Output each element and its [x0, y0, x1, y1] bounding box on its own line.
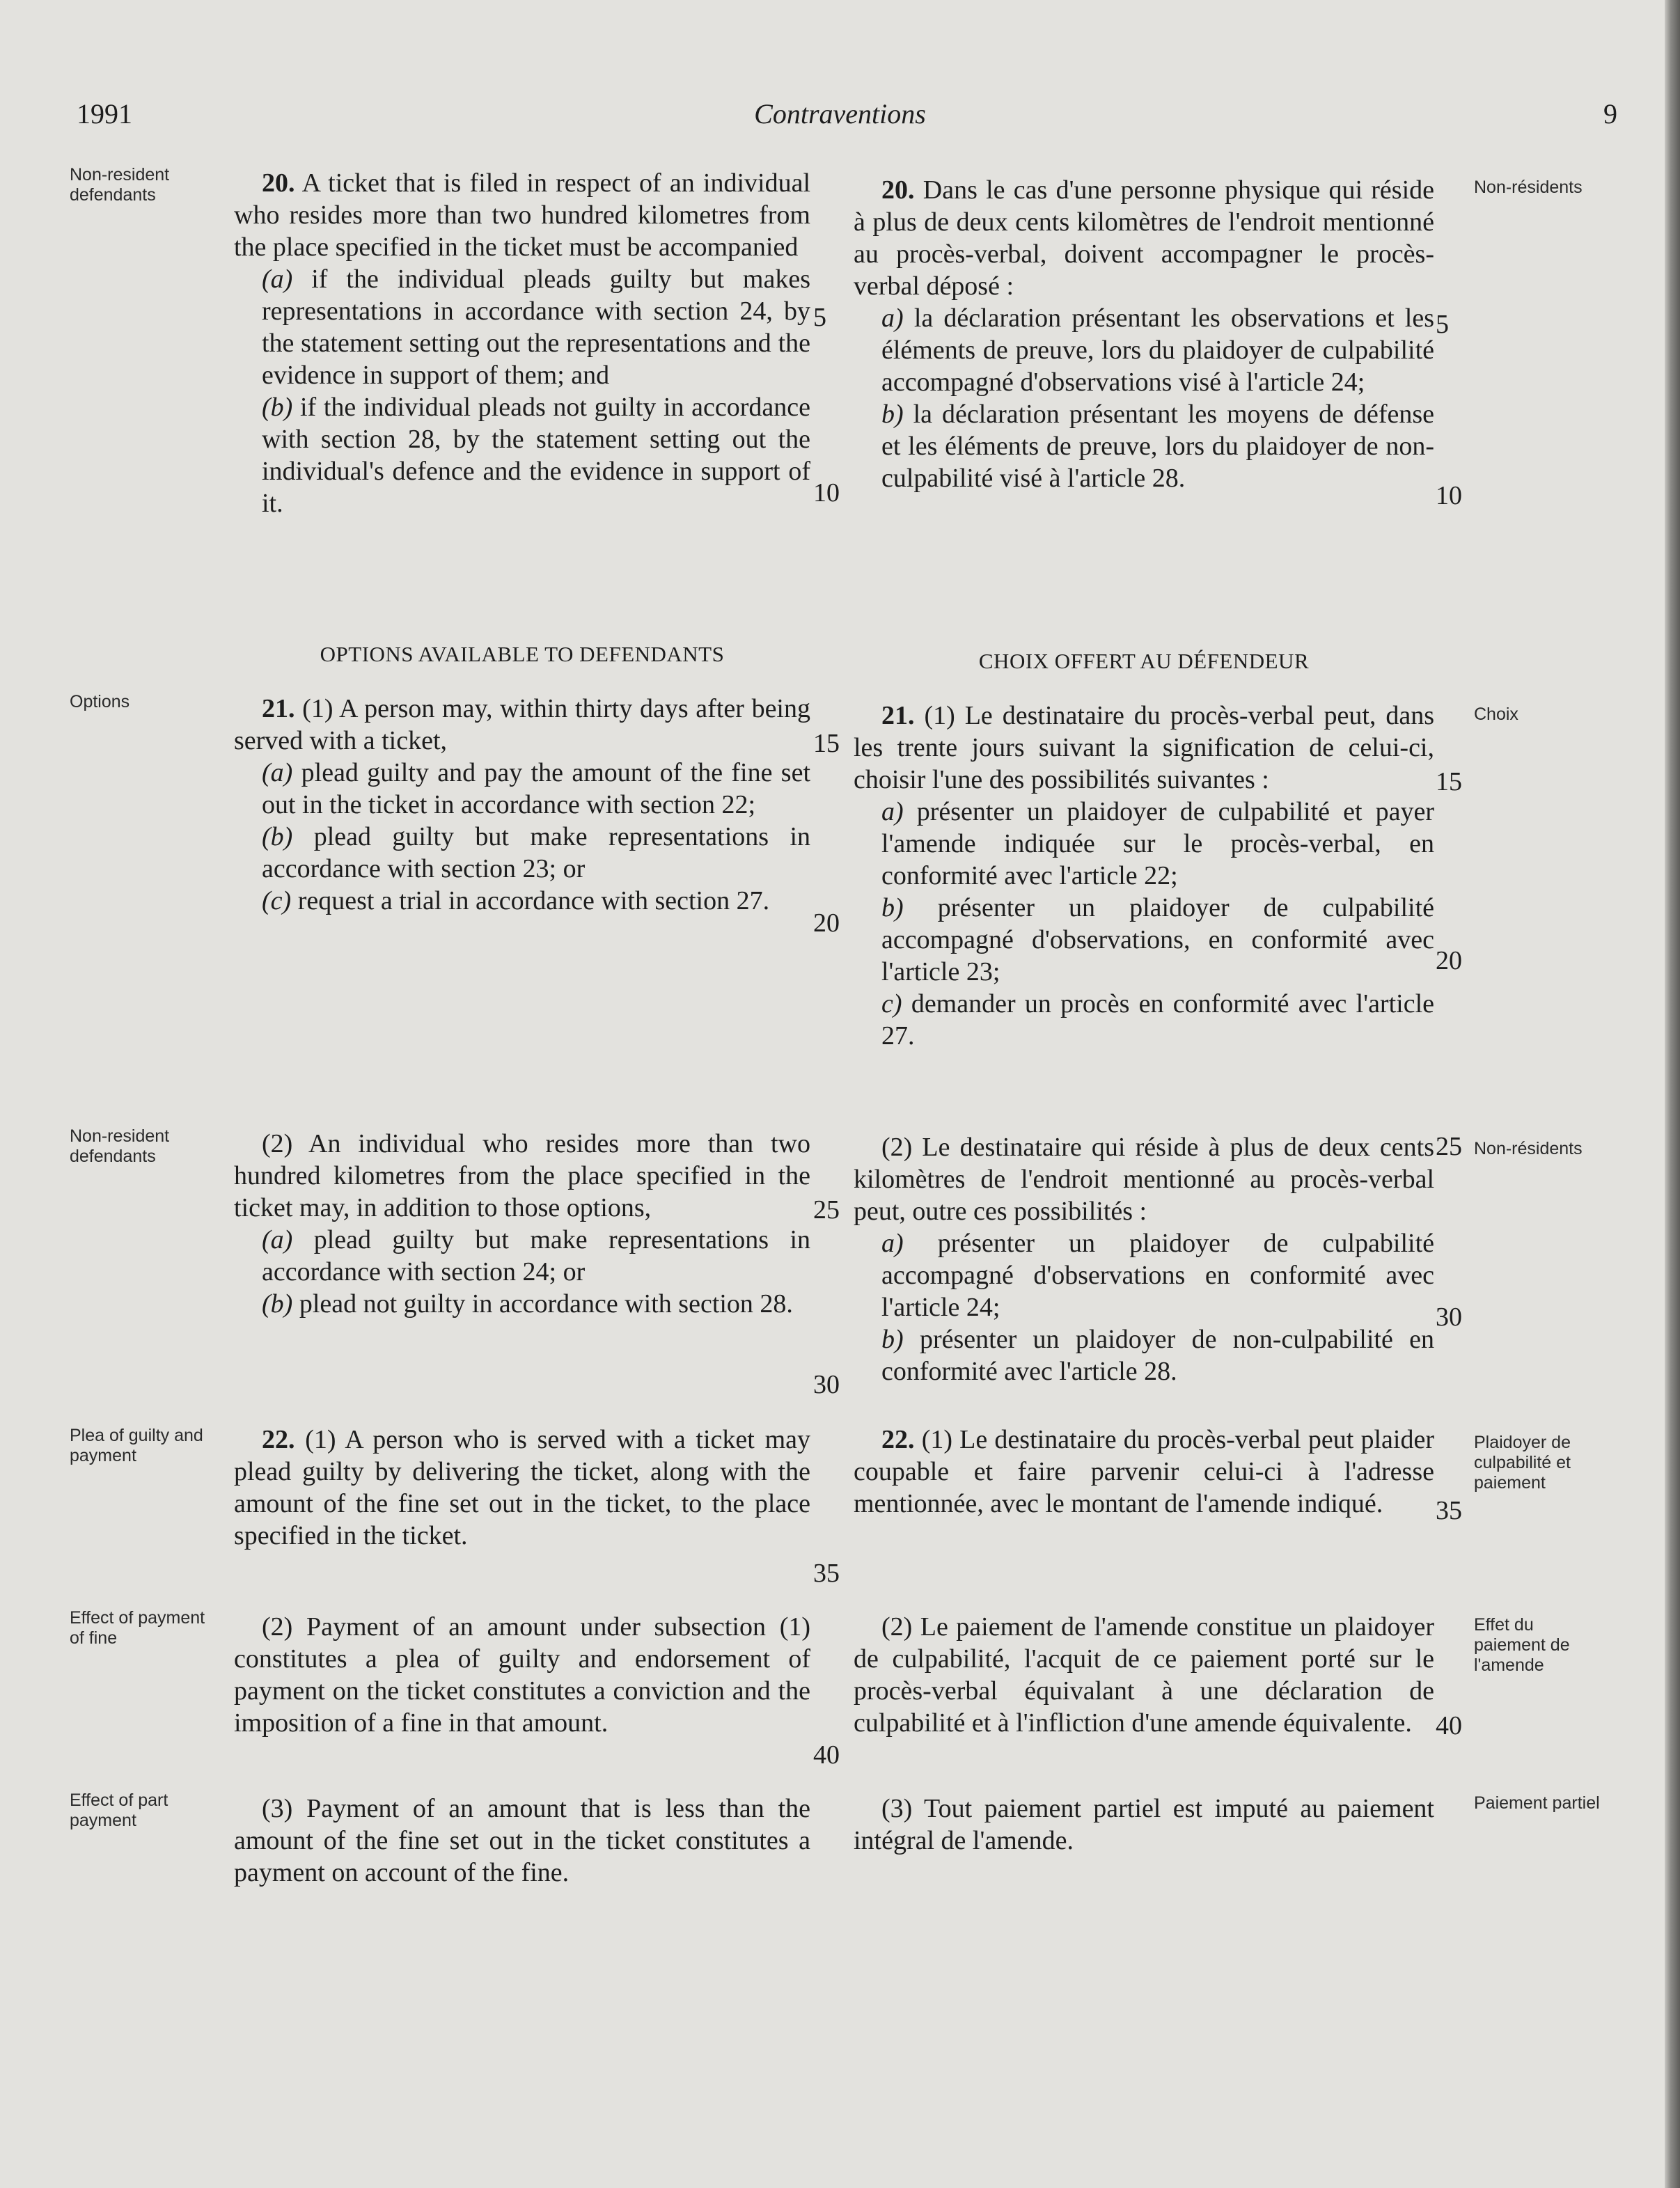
- page-edge-shadow: [1665, 0, 1680, 2188]
- en-s21c-text: request a trial in accordance with section 27.: [297, 886, 770, 915]
- en-s20-number: 20.: [262, 168, 295, 198]
- fr-section-22-3: [854, 1793, 1434, 1857]
- line-number-en: 5: [813, 303, 826, 332]
- en-s21-2-text: (2) An individual who resides more than two hundred kilometres from the place specified in the ticket may, in addition to those options,: [234, 1129, 810, 1222]
- en-s21-2b-text: plead not guilty in accordance with section 28.: [299, 1289, 793, 1319]
- line-number-fr: 40: [1436, 1711, 1462, 1740]
- fr-s22-text: (1) Le destinataire du procès-verbal peut plaider coupable et faire parvenir celui-ci à l'adresse mentionnée, avec le montant de l'amende indiqué.: [854, 1425, 1434, 1518]
- fr-s20b-label: b): [881, 400, 904, 429]
- line-number-fr: 25: [1436, 1132, 1462, 1161]
- margin-note-fr-s22-2: Effet du paiement de l'amende: [1474, 1615, 1570, 1675]
- en-s21-number: 21.: [262, 694, 295, 723]
- fr-s22-number: 22.: [881, 1425, 915, 1454]
- fr-section-20: [854, 174, 1434, 494]
- line-number-en: 25: [813, 1195, 840, 1225]
- line-number-fr: 35: [1436, 1496, 1462, 1525]
- en-s20b-text: if the individual pleads not guilty in accordance with section 28, by the statement setting out the individual's defence and the evidence in support of it.: [262, 393, 810, 518]
- en-heading-options: OPTIONS AVAILABLE TO DEFENDANTS: [320, 642, 725, 666]
- fr-section-22-2: [854, 1611, 1434, 1739]
- margin-note-en-s22-2: Effect of payment of fine: [70, 1608, 205, 1648]
- fr-s20-text: Dans le cas d'une personne physique qui réside à plus de deux cents kilomètres de l'endroit mentionné au procès-verbal, doivent accompagner le procès-verbal déposé :: [854, 175, 1435, 301]
- line-number-en: 20: [813, 908, 840, 938]
- line-number-en: 15: [813, 729, 840, 758]
- fr-s21a-text: présenter un plaidoyer de culpabilité et payer l'amende indiquée sur le procès-verbal, en conformité avec l'article 22;: [881, 797, 1434, 890]
- header-title: Contraventions: [754, 98, 926, 129]
- fr-s21-number: 21.: [881, 701, 915, 730]
- en-s22-text: (1) A person who is served with a ticket may plead guilty by delivering the ticket, along with the amount of the fine set out in the ticket, to the place specified in the ticket.: [234, 1425, 810, 1550]
- en-s21-2b-label: (b): [262, 1289, 293, 1319]
- en-s20a-label: (a): [262, 265, 293, 294]
- fr-s20-number: 20.: [881, 175, 915, 205]
- margin-note-en-s20: Non-resident defendants: [70, 165, 170, 205]
- fr-heading-choix: CHOIX OFFERT AU DÉFENDEUR: [978, 649, 1310, 673]
- en-s22-number: 22.: [262, 1425, 295, 1454]
- margin-note-en-s22-1: Plea of guilty and payment: [70, 1426, 203, 1465]
- margin-note-en-s21-2: Non-resident defendants: [70, 1126, 170, 1166]
- en-s20b-label: (b): [262, 393, 293, 422]
- margin-note-en-s22-3: Effect of part payment: [70, 1790, 168, 1830]
- en-s21-2a-label: (a): [262, 1225, 293, 1254]
- fr-s21a-label: a): [881, 797, 904, 826]
- line-number-en: 35: [813, 1559, 840, 1588]
- fr-s21c-label: c): [881, 989, 902, 1018]
- en-section-21-1: [234, 693, 810, 917]
- margin-note-en-s21-1: Options: [70, 692, 130, 711]
- line-number-fr: 5: [1436, 310, 1449, 339]
- en-section-22-1: [234, 1424, 810, 1552]
- header-year: 1991: [77, 98, 132, 129]
- fr-s21c-text: demander un procès en conformité avec l'article 27.: [881, 989, 1434, 1050]
- en-s21a-text: plead guilty and pay the amount of the fine set out in the ticket in accordance with section 22;: [262, 758, 811, 819]
- fr-s20a-text: la déclaration présentant les observations et les éléments de preuve, lors du plaidoyer de culpabilité accompagné d'observations visé à l'article 24;: [881, 304, 1434, 397]
- en-section-20: [234, 167, 810, 519]
- en-s22-2-text: (2) Payment of an amount under subsection (1) constitutes a plea of guilty and endorsement of payment on the ticket constitutes a conviction and the imposition of a fine in that amount.: [234, 1612, 810, 1738]
- margin-note-fr-s22-1: Plaidoyer de culpabilité et paiement: [1474, 1433, 1571, 1493]
- en-s21-2a-text: plead guilty but make representations in accordance with section 24; or: [262, 1225, 811, 1286]
- fr-s21-2b-text: présenter un plaidoyer de non-culpabilité en conformité avec l'article 28.: [881, 1325, 1435, 1386]
- en-s21-text: (1) A person may, within thirty days after being served with a ticket,: [234, 694, 810, 755]
- fr-s21b-text: présenter un plaidoyer de culpabilité accompagné d'observations, en conformité avec l'article 23;: [881, 893, 1435, 986]
- line-number-fr: 10: [1436, 481, 1462, 510]
- line-number-fr: 30: [1436, 1302, 1462, 1332]
- fr-s21-2b-label: b): [881, 1325, 904, 1354]
- en-s21c-label: (c): [262, 886, 292, 915]
- en-section-21-2: [234, 1128, 810, 1320]
- en-s21b-label: (b): [262, 822, 293, 851]
- margin-note-fr-s22-3: Paiement partiel: [1474, 1793, 1600, 1813]
- line-number-en: 30: [813, 1370, 840, 1399]
- fr-section-21-1: [854, 700, 1434, 1052]
- fr-s21-2a-label: a): [881, 1229, 904, 1258]
- fr-s21-text: (1) Le destinataire du procès-verbal peut, dans les trente jours suivant la signification de celui-ci, choisir l'une des possibilités suivantes :: [854, 701, 1434, 794]
- en-s20a-text: if the individual pleads guilty but makes representations in accordance with section 24, by the statement setting out the representations and the evidence in support of them; and: [262, 265, 810, 390]
- fr-s21-2-text: (2) Le destinataire qui réside à plus de deux cents kilomètres de l'endroit mentionné au procès-verbal peut, outre ces possibilités :: [854, 1133, 1434, 1226]
- fr-section-22-1: [854, 1424, 1434, 1520]
- line-number-en: 40: [813, 1740, 840, 1770]
- fr-section-21-2: [854, 1131, 1434, 1387]
- margin-note-fr-s20: Non-résidents: [1474, 178, 1583, 197]
- margin-note-fr-s21-1: Choix: [1474, 705, 1518, 724]
- en-section-22-2: [234, 1611, 810, 1739]
- fr-s20a-label: a): [881, 304, 904, 333]
- fr-s22-2-text: (2) Le paiement de l'amende constitue un plaidoyer de culpabilité, l'acquit de ce paiement porté sur le procès-verbal équivalant à une déclaration de culpabilité et à l'infliction d'une amende équivalente.: [854, 1612, 1434, 1738]
- line-number-en: 10: [813, 478, 840, 507]
- en-s20-text: A ticket that is filed in respect of an individual who resides more than two hundred kilometres from the place specified in the ticket must be accompanied: [234, 168, 810, 262]
- fr-s22-3-text: (3) Tout paiement partiel est imputé au paiement intégral de l'amende.: [854, 1794, 1434, 1855]
- fr-s20b-text: la déclaration présentant les moyens de défense et les éléments de preuve, lors du plaidoyer de non-culpabilité visé à l'article 28.: [881, 400, 1435, 493]
- en-s21b-text: plead guilty but make representations in accordance with section 23; or: [262, 822, 811, 883]
- line-number-fr: 20: [1436, 946, 1462, 975]
- en-section-22-3: [234, 1793, 810, 1889]
- margin-note-fr-s21-2: Non-résidents: [1474, 1139, 1583, 1158]
- fr-s21-2a-text: présenter un plaidoyer de culpabilité accompagné d'observations en conformité avec l'article 24;: [881, 1229, 1435, 1322]
- header-page-number: 9: [1603, 98, 1617, 129]
- en-s22-3-text: (3) Payment of an amount that is less than the amount of the fine set out in the ticket constitutes a payment on account of the fine.: [234, 1794, 810, 1887]
- fr-s21b-label: b): [881, 893, 904, 922]
- line-number-fr: 15: [1436, 767, 1462, 796]
- en-s21a-label: (a): [262, 758, 293, 787]
